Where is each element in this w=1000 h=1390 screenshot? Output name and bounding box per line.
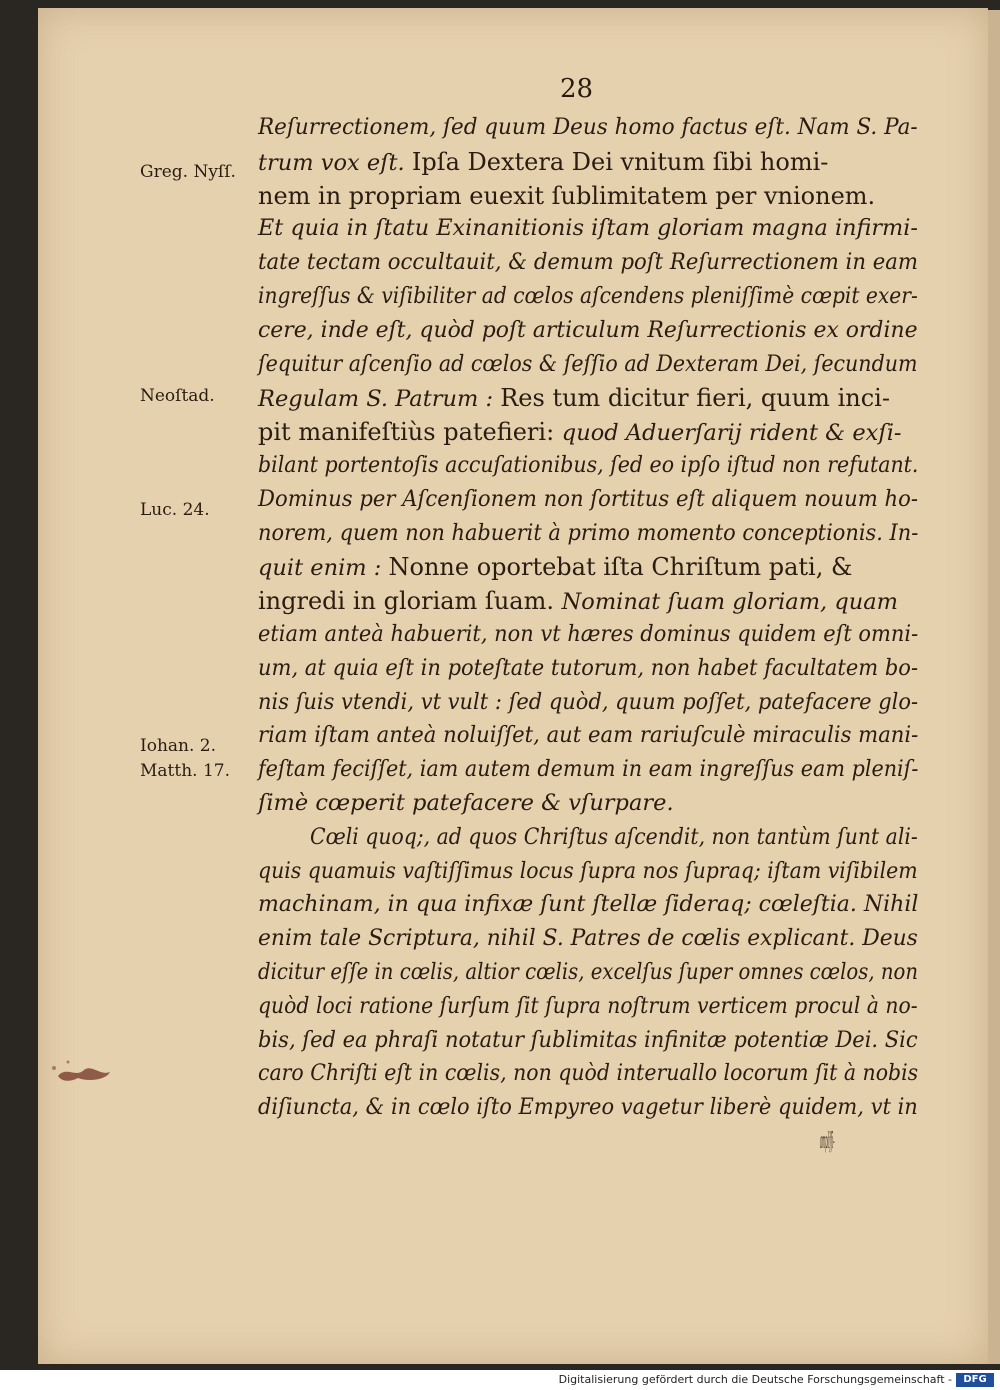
text-line bbox=[258, 1060, 919, 1087]
roman-text: Ipſa Dextera Dei vnitum ſibi homi- bbox=[411, 147, 829, 176]
italic-text: quit enim : bbox=[258, 555, 389, 582]
text-line bbox=[258, 249, 918, 276]
italic-text: cere, inde eſt, quòd poſt articulum Reſurrectionis ex ordine bbox=[258, 316, 918, 343]
text-line bbox=[258, 654, 919, 681]
italic-text: Et quia in ſtatu Exinanitionis iſtam gloriam magna infirmi- bbox=[258, 215, 918, 242]
margin-note: Greg. Nyſſ. bbox=[140, 162, 236, 182]
margin-note: Matth. 17. bbox=[140, 761, 230, 781]
text-line bbox=[258, 891, 919, 918]
text-line bbox=[258, 688, 919, 715]
text-line bbox=[820, 1130, 920, 1153]
italic-text: diſiuncta, & in cœlo iſto Empyreo vagetur liberè quidem, vt in bbox=[258, 1094, 918, 1121]
margin-note: Iohan. 2. bbox=[140, 736, 217, 756]
text-line bbox=[310, 823, 918, 850]
italic-text: bis, ſed ea phraſi notatur ſublimitas infinitæ potentiæ Dei. Sic bbox=[258, 1026, 918, 1053]
text-line bbox=[258, 316, 918, 343]
roman-text: ingredi in gloriam ſuam. bbox=[258, 587, 562, 616]
page-edge bbox=[988, 10, 1000, 1364]
roman-text: nem in propriam euexit ſublimitatem per vnionem. bbox=[258, 181, 876, 210]
text-line bbox=[258, 1094, 918, 1121]
footer-credit: Digitalisierung gefördert durch die Deutsche Forschungsgemeinschaft - bbox=[558, 1373, 952, 1386]
italic-text: feſtam feciſſet, iam autem demum in eam ingreſſus eam pleniſ- bbox=[258, 756, 919, 783]
margin-note: Luc. 24. bbox=[140, 500, 210, 520]
italic-text: bilant portentoſis accuſationibus, ſed eo ipſo iſtud non refutant. bbox=[258, 452, 919, 478]
dfg-logo: DFG bbox=[956, 1373, 994, 1387]
text-line bbox=[258, 1026, 918, 1053]
italic-text: riam iſtam anteà noluiſſet, aut eam rariuſculè miraculis mani- bbox=[258, 722, 919, 749]
text-line bbox=[258, 519, 919, 546]
italic-text: quod Aduerſarij rident & exſi- bbox=[561, 420, 902, 447]
italic-text: Reſurrectionem, ſed quum Deus homo factus eſt. Nam S. Pa- bbox=[258, 114, 918, 140]
text-line bbox=[258, 114, 918, 140]
margin-note: Neoſtad. bbox=[140, 386, 215, 406]
italic-text: trum vox eſt. bbox=[258, 149, 412, 176]
italic-text: nis ſuis vtendi, vt vult : ſed quòd, quum poſſet, patefacere glo- bbox=[258, 688, 919, 715]
text-line bbox=[258, 215, 918, 242]
roman-text: Nonne oportebat iſta Chriſtum pati, & bbox=[388, 553, 853, 582]
italic-text: Nominat ſuam gloriam, quam bbox=[561, 589, 898, 616]
text-line bbox=[258, 857, 918, 884]
text-line bbox=[258, 283, 918, 309]
text-line bbox=[258, 589, 918, 614]
italic-text: dicitur eſſe in cœlis, altior cœlis, excelſus ſuper omnes cœlos, non bbox=[258, 959, 919, 985]
text-line bbox=[258, 485, 919, 512]
italic-text: Cœli quoq;, ad quos Chriſtus aſcendit, non tantùm ſunt ali- bbox=[310, 823, 918, 850]
italic-text: ſequitur aſcenſio ad cœlos & ſeſſio ad Dexteram Dei, ſecundum bbox=[258, 350, 918, 377]
text-line bbox=[258, 420, 918, 445]
text-line bbox=[258, 621, 919, 647]
text-line bbox=[258, 722, 919, 749]
italic-text: machinam, in qua infixæ ſunt ſtellæ ſideraq; cœleſtia. Nihil bbox=[258, 891, 919, 918]
text-line bbox=[258, 555, 918, 580]
text-line bbox=[258, 181, 918, 210]
text-line bbox=[258, 386, 918, 411]
italic-text: Dominus per Aſcenſionem non ſortitus eſt aliquem nouum ho- bbox=[258, 485, 919, 512]
roman-text: Res tum dicitur fieri, quum inci- bbox=[500, 384, 890, 413]
italic-text: quòd loci ratione ſurſum ſit ſupra noſtrum verticem procul à no- bbox=[258, 992, 918, 1019]
italic-text: etiam anteà habuerit, non vt hæres dominus quidem eſt omni- bbox=[258, 621, 919, 647]
italic-text: enim tale Scriptura, nihil S. Patres de cœlis explicant. Deus bbox=[258, 925, 918, 952]
footer-bar bbox=[0, 1370, 1000, 1390]
text-line bbox=[258, 925, 918, 952]
italic-text: norem, quem non habuerit à primo momento conceptionis. In- bbox=[258, 519, 919, 546]
text-line bbox=[258, 452, 919, 478]
italic-text: ingreſſus & viſibiliter ad cœlos aſcendens pleniſſimè cœpit exer- bbox=[258, 283, 918, 309]
italic-text: um, at quia eſt in poteſtate tutorum, non habet facultatem bo- bbox=[258, 654, 919, 681]
text-line bbox=[258, 756, 919, 783]
page-number: 28 bbox=[560, 74, 594, 104]
italic-text: quis quamuis vaſtiſſimus locus ſupra nos ſupraq; iſtam viſibilem bbox=[258, 857, 918, 884]
italic-text: tate tectam occultauit, & demum poſt Reſurrectionem in eam bbox=[258, 249, 918, 276]
italic-text: caro Chriſti eſt in cœlis, non quòd interuallo locorum ſit à nobis bbox=[258, 1060, 919, 1087]
text-line bbox=[258, 147, 918, 176]
book-page bbox=[38, 8, 988, 1364]
italic-text: Regulam S. Patrum : bbox=[258, 386, 501, 413]
ink-stain-mark bbox=[48, 1056, 118, 1086]
text-line bbox=[258, 959, 919, 985]
text-line bbox=[258, 992, 918, 1019]
italic-text: ampliſſi- bbox=[820, 1128, 835, 1154]
text-line bbox=[258, 350, 918, 377]
text-line bbox=[258, 792, 918, 815]
italic-text: ſimè cœperit patefacere & vſurpare. bbox=[258, 790, 674, 816]
roman-text: pit manifeſtiùs patefieri: bbox=[258, 418, 562, 447]
